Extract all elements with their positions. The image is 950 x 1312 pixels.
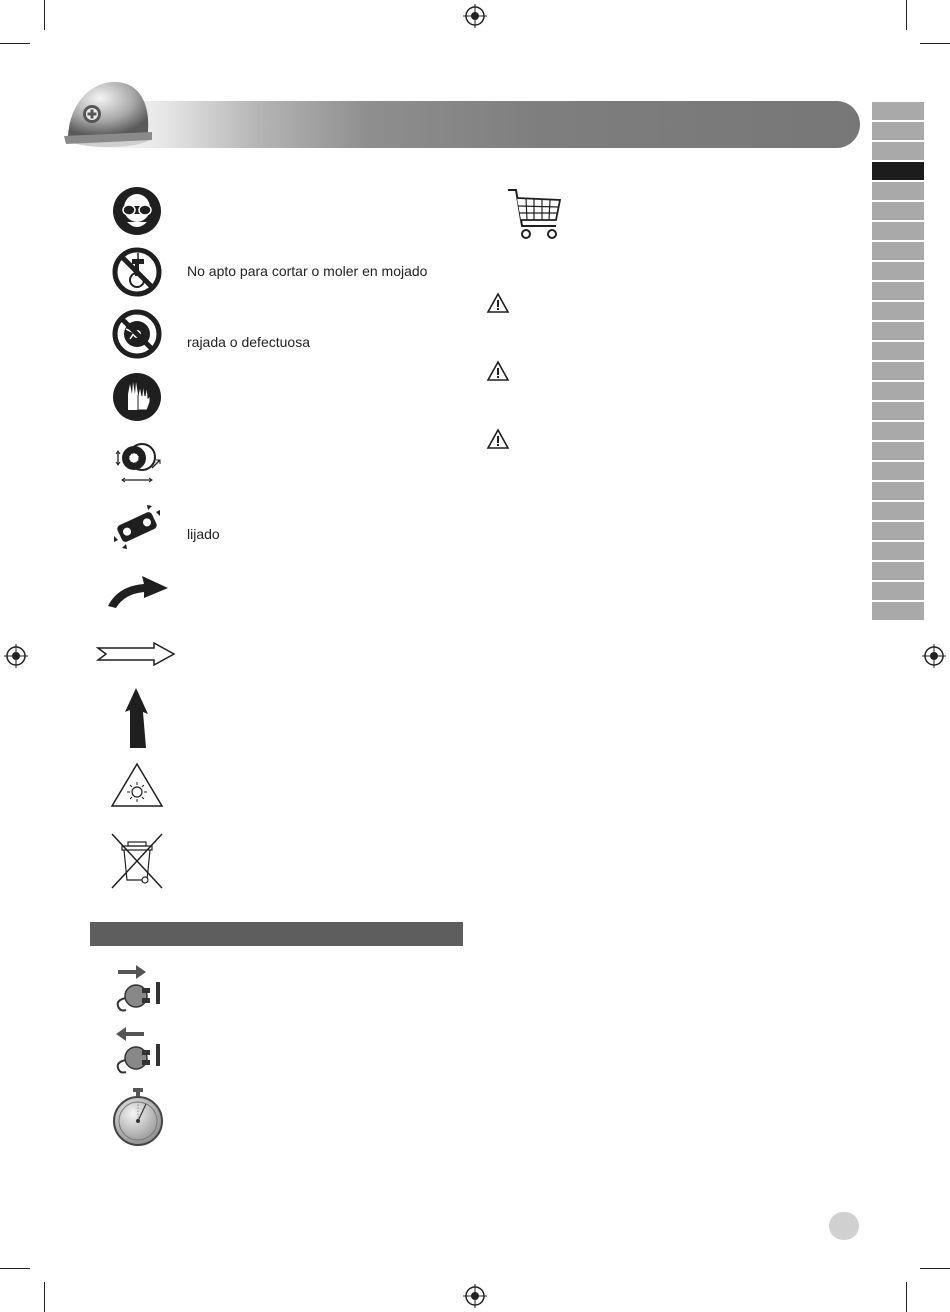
plug-in-icon xyxy=(112,962,166,1014)
registration-mark-icon xyxy=(463,1284,487,1308)
registration-mark-icon xyxy=(4,644,28,668)
symbol-description: lijado xyxy=(187,526,220,542)
crop-mark xyxy=(0,1268,30,1269)
chapter-tab xyxy=(872,202,924,222)
chapter-tab xyxy=(872,462,924,482)
chapter-tab xyxy=(872,422,924,442)
stopwatch-icon xyxy=(110,1088,166,1146)
chapter-tab xyxy=(872,522,924,542)
chapter-tab xyxy=(872,122,924,142)
safety-goggles-icon xyxy=(112,186,162,236)
crop-mark xyxy=(906,0,907,30)
chapter-tab xyxy=(872,542,924,562)
crop-mark xyxy=(44,1282,45,1312)
shopping-cart-icon xyxy=(506,186,564,242)
section-header-bar xyxy=(70,101,860,148)
arrow-up-icon xyxy=(124,688,152,748)
registration-mark-icon xyxy=(922,644,946,668)
page-number-marker xyxy=(829,1212,859,1240)
chapter-tab xyxy=(872,162,924,182)
chapter-tab xyxy=(872,342,924,362)
warning-triangle-icon xyxy=(486,428,510,450)
symbol-description: rajada o defectuosa xyxy=(187,334,310,350)
crop-mark xyxy=(920,1268,950,1269)
crop-mark xyxy=(906,1282,907,1312)
chapter-tab xyxy=(872,562,924,582)
chapter-tab xyxy=(872,382,924,402)
chapter-tab xyxy=(872,602,924,622)
disc-dimensions-icon xyxy=(112,440,164,486)
crop-mark xyxy=(920,43,950,44)
curved-arrow-icon xyxy=(104,572,170,610)
chapter-tab xyxy=(872,502,924,522)
section-bar xyxy=(90,922,463,946)
registration-mark-icon xyxy=(463,4,487,28)
chapter-tab xyxy=(872,182,924,202)
chapter-tab xyxy=(872,142,924,162)
protective-gloves-icon xyxy=(112,372,162,422)
unplug-icon xyxy=(112,1024,166,1076)
warning-triangle-icon xyxy=(486,360,510,382)
crop-mark xyxy=(44,0,45,30)
warning-triangle-icon xyxy=(486,292,510,314)
chapter-tab xyxy=(872,102,924,122)
chapter-tab xyxy=(872,442,924,462)
chapter-tab xyxy=(872,482,924,502)
chapter-tab xyxy=(872,402,924,422)
chapter-tab xyxy=(872,262,924,282)
chapter-tab xyxy=(872,302,924,322)
chapter-tab xyxy=(872,582,924,602)
outline-arrow-right-icon xyxy=(96,642,176,666)
no-damaged-disc-icon xyxy=(112,309,162,359)
chapter-tabs xyxy=(872,102,924,622)
chapter-tab xyxy=(872,242,924,262)
sanding-pad-icon xyxy=(112,504,162,550)
no-wet-cutting-icon xyxy=(112,247,162,297)
crossed-out-bin-icon xyxy=(110,832,164,890)
light-hazard-triangle-icon xyxy=(110,762,164,808)
chapter-tab xyxy=(872,362,924,382)
chapter-tab xyxy=(872,222,924,242)
symbol-description: No apto para cortar o moler en mojado xyxy=(187,263,428,279)
chapter-tab xyxy=(872,282,924,302)
chapter-tab xyxy=(872,322,924,342)
safety-helmet-icon xyxy=(60,74,160,152)
crop-mark xyxy=(0,43,30,44)
